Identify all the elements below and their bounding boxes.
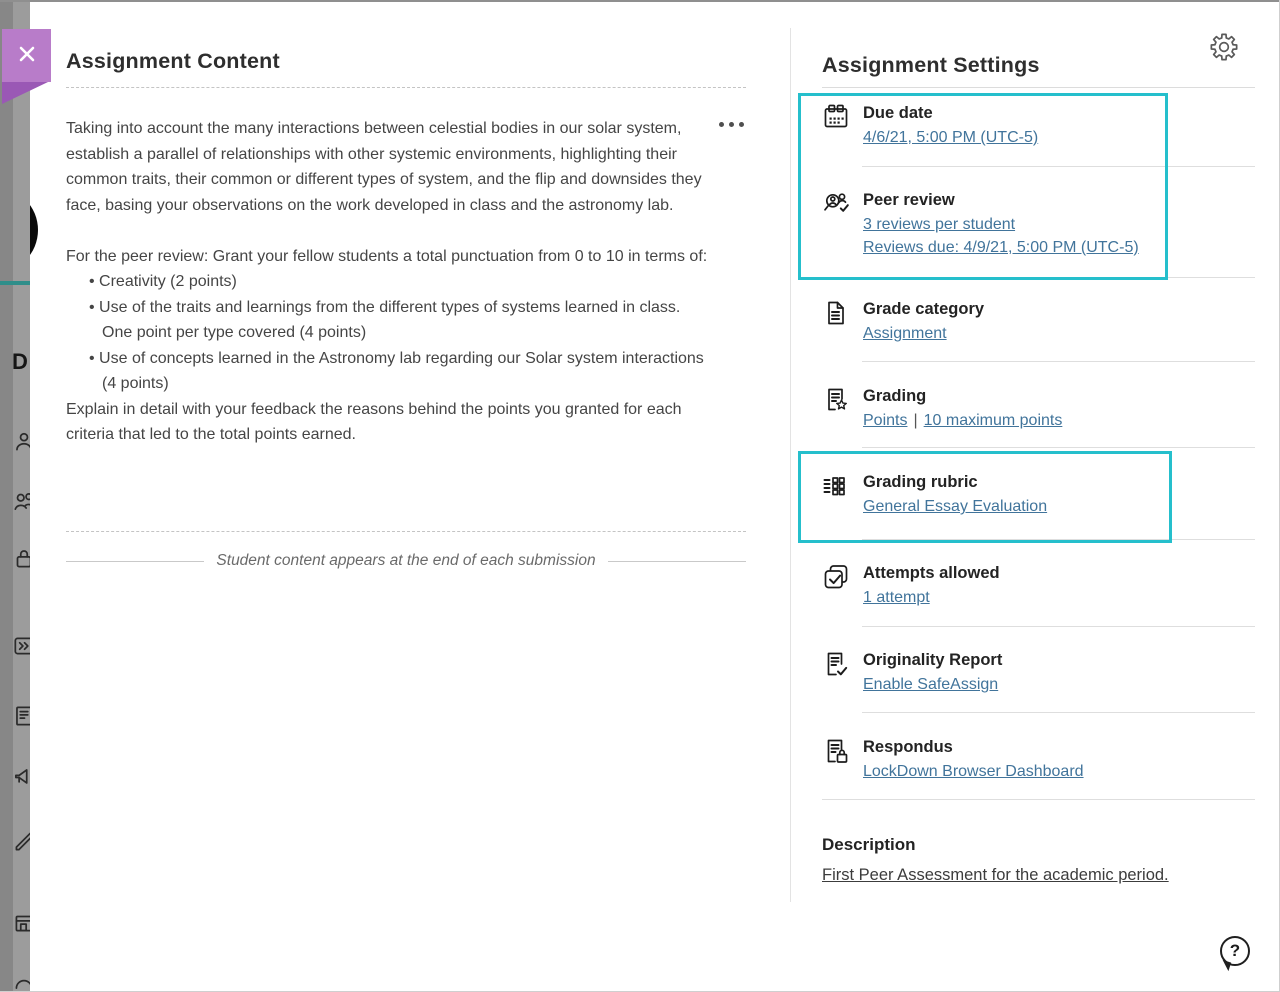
- setting-due-date: [822, 102, 1038, 150]
- document-check-icon: [822, 650, 850, 678]
- setting-grading-rubric: [822, 471, 1047, 519]
- description-label: Description: [822, 835, 916, 854]
- settings-title: Assignment Settings: [822, 52, 1040, 77]
- close-icon: [16, 43, 38, 68]
- divider-rule: [66, 561, 204, 562]
- criteria-list: [66, 269, 714, 397]
- item-separator: [862, 361, 1255, 362]
- criteria-item: • Creativity (2 points): [102, 269, 714, 295]
- peer-review-icon: [822, 190, 850, 218]
- lock-icon: [11, 545, 30, 571]
- assignment-instructions: [66, 116, 714, 448]
- window-top-edge: [0, 0, 1279, 2]
- item-separator: [862, 447, 1255, 448]
- assignment-content-panel: [30, 0, 790, 991]
- content-title: Assignment Content: [66, 49, 280, 74]
- rubric-grid-icon: [822, 472, 850, 500]
- setting-originality: [822, 649, 1002, 697]
- dashed-divider: [66, 531, 746, 532]
- student-content-note: [66, 552, 746, 570]
- divider-rule: [608, 561, 746, 562]
- criteria-item: • Use of the traits and learnings from the different types of systems learned in class. One point per type covered (4 points): [102, 295, 714, 346]
- due-date-link[interactable]: 4/6/21, 5:00 PM (UTC-5): [863, 129, 1039, 146]
- reviews-due-link[interactable]: Reviews due: 4/9/21, 5:00 PM (UTC-5): [863, 238, 1139, 256]
- building-icon: [11, 910, 30, 936]
- student-content-note-text: Student content appears at the end of each submission: [216, 552, 596, 569]
- item-separator: [862, 626, 1255, 627]
- gear-icon: [1208, 51, 1240, 66]
- setting-respondus: [822, 736, 1084, 784]
- document-star-icon: [822, 386, 850, 414]
- setting-label: Respondus: [863, 738, 953, 756]
- pencil-icon: [11, 826, 30, 852]
- setting-label: Peer review: [863, 191, 955, 209]
- lockdown-browser-link[interactable]: LockDown Browser Dashboard: [863, 763, 1084, 780]
- setting-label: Due date: [863, 104, 933, 122]
- item-separator: [862, 712, 1255, 713]
- assignment-settings-panel: [790, 0, 1280, 991]
- settings-gear-button[interactable]: [1206, 30, 1242, 66]
- instructions-paragraph: Explain in detail with your feedback the reasons behind the points you granted for each criteria that led to the total points earned.: [66, 400, 682, 443]
- maximum-points-link[interactable]: 10 maximum points: [923, 412, 1063, 429]
- panel-divider: [790, 28, 791, 902]
- pipe-separator: |: [913, 412, 918, 429]
- question-mark-icon: ?: [1229, 941, 1241, 960]
- setting-attempts: [822, 562, 1000, 610]
- megaphone-icon: [11, 764, 30, 790]
- checkbox-stack-icon: [822, 563, 850, 591]
- ellipsis-icon: [719, 122, 724, 127]
- setting-label: Originality Report: [863, 651, 1003, 669]
- criteria-item: • Use of concepts learned in the Astronomy lab regarding our Solar system interactions (4 points): [102, 346, 714, 397]
- instructions-paragraph: Taking into account the many interactions between celestial bodies in our solar system, establish a parallel of relationships with other systemic environments, highlighting their common traits, their common or different types of system, and the flip and downsides they face, basing your observations on the work developed in class and the astronomy lab.: [66, 120, 702, 214]
- setting-label: Grading: [863, 387, 927, 405]
- setting-label: Attempts allowed: [863, 564, 1000, 582]
- document-icon: [822, 299, 850, 327]
- setting-peer-review: [822, 189, 1139, 259]
- sidebar-partial-heading: D: [12, 349, 28, 374]
- reviews-per-student-link[interactable]: 3 reviews per student: [863, 216, 1016, 233]
- dashed-divider: [66, 87, 746, 88]
- setting-grading: [822, 385, 1062, 433]
- rubric-link[interactable]: General Essay Evaluation: [863, 498, 1048, 515]
- item-separator: [862, 539, 1255, 540]
- setting-grade-category: [822, 298, 984, 346]
- document-list-icon: [11, 703, 30, 729]
- people-icon: [11, 488, 30, 514]
- setting-label: Grade category: [863, 300, 985, 318]
- close-panel-button[interactable]: [2, 29, 51, 82]
- item-separator: [862, 166, 1255, 167]
- header-divider: [822, 87, 1255, 88]
- grading-points-link[interactable]: Points: [863, 412, 908, 429]
- dimmed-sidebar: [0, 0, 30, 991]
- person-icon: [11, 428, 30, 454]
- grade-category-link[interactable]: Assignment: [863, 325, 947, 342]
- code-box-icon: [11, 633, 30, 659]
- instructions-paragraph: For the peer review: Grant your fellow students a total punctuation from 0 to 10 in terms of:: [66, 247, 708, 265]
- setting-label: Grading rubric: [863, 473, 978, 491]
- document-lock-icon: [822, 737, 850, 765]
- calendar-icon: [822, 103, 850, 131]
- help-button[interactable]: [1220, 936, 1250, 966]
- item-separator: [822, 799, 1255, 800]
- safeassign-link[interactable]: Enable SafeAssign: [863, 676, 999, 693]
- partial-icon: [11, 973, 30, 991]
- sidebar-accent-line: [0, 281, 30, 285]
- item-separator: [862, 277, 1255, 278]
- description-link[interactable]: First Peer Assessment for the academic period.: [822, 866, 1169, 884]
- attempts-link[interactable]: 1 attempt: [863, 589, 930, 606]
